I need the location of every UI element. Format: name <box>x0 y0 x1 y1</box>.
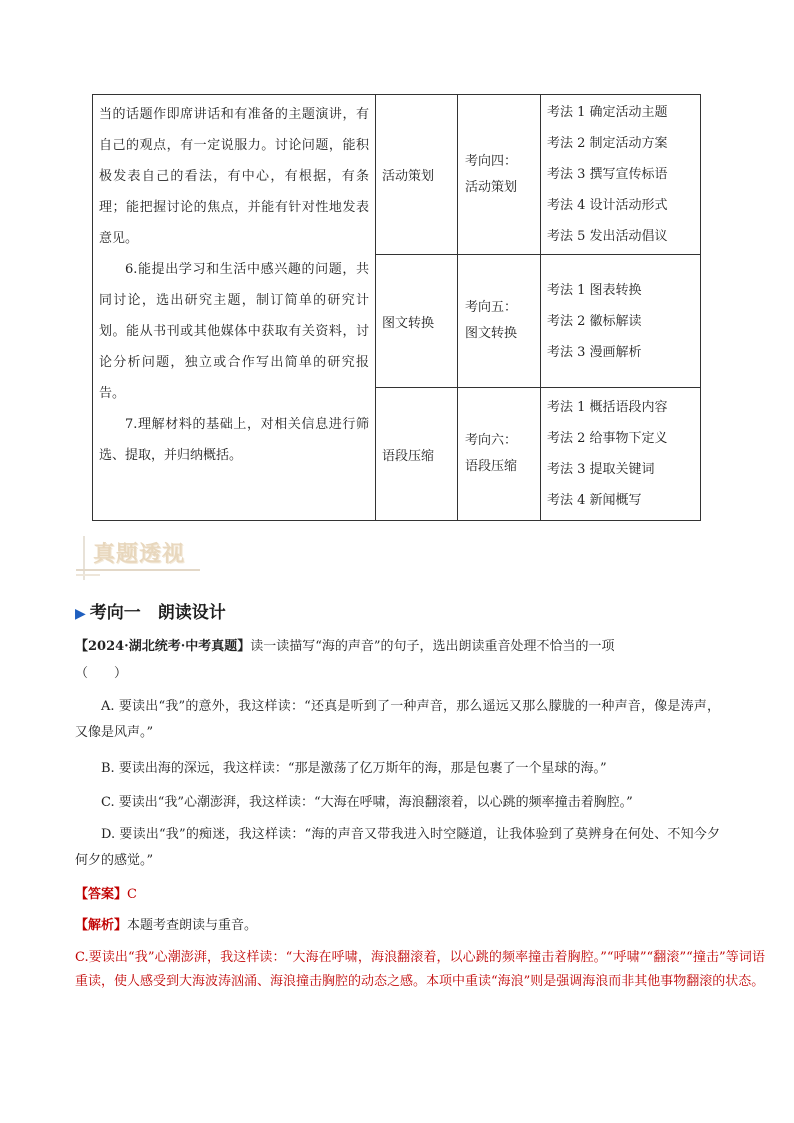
analysis-label: 【解析】 <box>75 918 128 933</box>
method-item: 考法 4 设计活动形式 <box>547 198 668 213</box>
direction-label: 考向五： <box>465 300 518 315</box>
method-item: 考法 1 概括语段内容 <box>547 400 668 415</box>
option-b: B. 要读出海的深远，我这样读：“那是激荡了亿万斯年的海，那是包裹了一个星球的海。” <box>101 761 607 776</box>
method-item: 考法 5 发出活动倡议 <box>547 229 668 244</box>
topic-cell: 图文转换 <box>376 255 458 388</box>
method-item: 考法 2 制定活动方案 <box>547 136 668 151</box>
direction-label: 考向四： <box>465 153 518 169</box>
requirement-paragraph: 7.理解材料的基础上，对相关信息进行筛选、提取，并归纳概括。 <box>99 417 369 463</box>
topic-cell: 活动策划 <box>376 95 458 255</box>
direction-label: 考向六： <box>465 433 518 448</box>
question-text: 读一读描写“海的声音”的句子，选出朗读重音处理不恰当的一项 <box>250 639 615 654</box>
method-item: 考法 1 确定活动主题 <box>547 105 668 120</box>
method-item: 考法 2 给事物下定义 <box>547 431 668 446</box>
requirements-cell <box>93 95 376 521</box>
answer-line <box>75 885 720 904</box>
method-item: 考法 2 徽标解读 <box>547 313 642 329</box>
direction-cell <box>458 255 541 388</box>
section-title: 真题透视 <box>93 541 186 567</box>
direction-cell <box>458 95 541 255</box>
method-item: 考法 3 撰写宣传标语 <box>547 167 668 182</box>
requirement-paragraph: 6.能提出学习和生活中感兴趣的问题，共同讨论，选出研究主题，制订简单的研究计划。能从书刊或其他媒体中获取有关资料，讨论分析问题，独立或合作写出简单的研究报告。 <box>99 262 369 401</box>
answer-value: C <box>127 887 137 902</box>
option-d: D. 要读出“我”的痴迷，我这样读：“海的声音又带我进入时空隧道，让我体验到了莫辨身在何处、不知今夕何夕的感觉。” <box>75 827 720 868</box>
method-item: 考法 4 新闻概写 <box>547 493 642 508</box>
direction-name: 活动策划 <box>465 179 518 195</box>
methods-cell <box>541 255 701 388</box>
direction-heading-text: 考向一 朗读设计 <box>89 603 226 623</box>
methods-cell <box>541 95 701 255</box>
requirement-paragraph: 当的话题作即席讲话和有准备的主题演讲，有自己的观点，有一定说服力。讨论问题，能积极发表自己的看法，有中心，有根据，有条理；能把握讨论的焦点，并能有针对性地发表意见。 <box>99 107 369 246</box>
direction-cell <box>458 388 541 521</box>
question-stem <box>75 637 720 656</box>
answer-blank: （ ） <box>75 666 128 681</box>
direction-heading <box>75 598 226 623</box>
option-c: C. 要读出“我”心潮澎湃，我这样读：“大海在呼啸，海浪翻滚着，以心跳的频率撞击着胸腔。” <box>101 795 633 810</box>
table-row <box>93 95 701 255</box>
section-decoration-line <box>76 574 100 576</box>
option-a: A. 要读出“我”的意外，我这样读：“还真是听到了一种声音，那么遥远又那么朦胧的一种声音，像是涛声，又像是风声。” <box>75 699 720 740</box>
direction-name: 图文转换 <box>465 326 518 341</box>
analysis-line <box>75 916 720 935</box>
method-item: 考法 3 提取关键词 <box>547 462 655 477</box>
section-decoration-line <box>76 569 200 571</box>
methods-cell <box>541 388 701 521</box>
analysis-body: C.要读出“我”心潮澎湃，我这样读：“大海在呼啸，海浪翻滚着，以心跳的频率撞击着胸腔。”“呼啸”“翻滚”“撞击”等词语重读，使人感受到大海波涛汹涌、海浪撞击胸腔的动态之感。本项中重读“海浪”则是强调海浪而非其他事物翻滚的状态。 <box>75 950 765 989</box>
answer-label: 【答案】 <box>75 887 128 902</box>
analysis-intro: 本题考查朗读与重音。 <box>127 918 258 933</box>
triangle-right-icon: ▶ <box>75 606 86 622</box>
method-item: 考法 3 漫画解析 <box>547 344 642 360</box>
direction-name: 语段压缩 <box>465 459 518 474</box>
question-source: 【2024·湖北统考·中考真题】 <box>75 639 251 654</box>
method-item: 考法 1 图表转换 <box>547 282 642 298</box>
curriculum-table <box>92 94 701 521</box>
topic-cell: 语段压缩 <box>376 388 458 521</box>
